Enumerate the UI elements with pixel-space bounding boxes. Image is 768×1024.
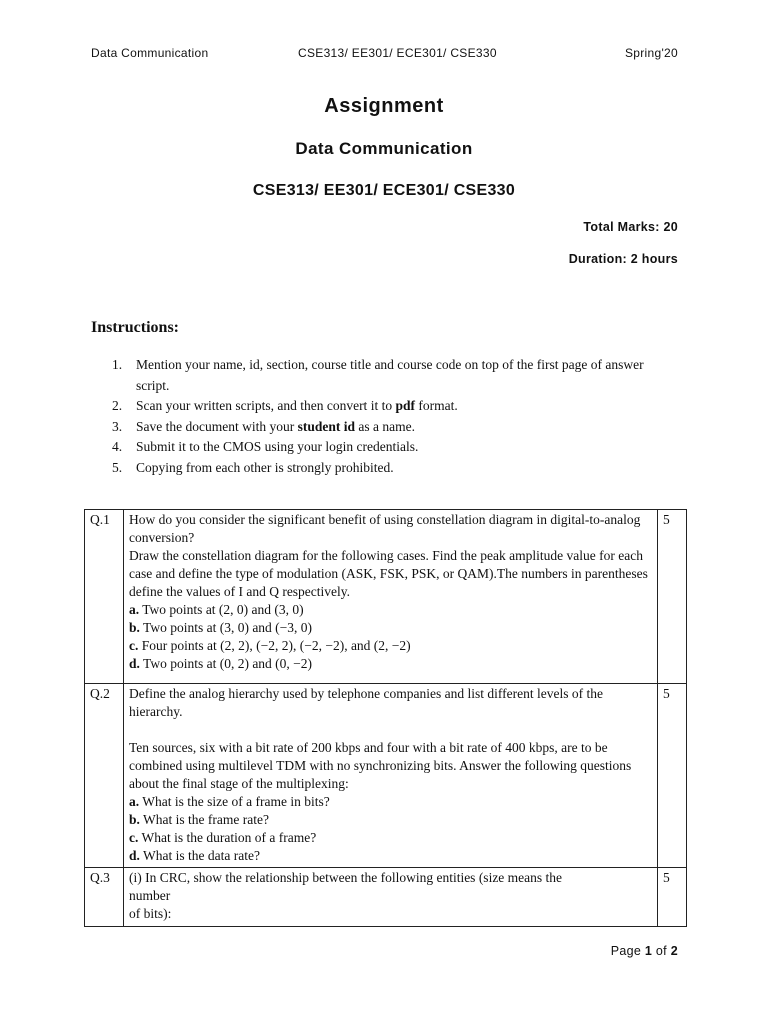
instruction-number: 1. — [112, 357, 123, 372]
question-text-line: number — [129, 888, 171, 903]
instruction-text: Submit it to the CMOS using your login credentials. — [136, 439, 419, 454]
question-text-line: of bits): — [129, 906, 172, 921]
instruction-number: 5. — [112, 459, 123, 475]
instruction-item — [112, 417, 672, 438]
instruction-text: Mention your name, id, section, course title and course code on top of the first page of answer script. — [136, 357, 644, 393]
question-text: Ten sources, six with a bit rate of 200 kbps and four with a bit rate of 400 kbps, are to be combined using multilevel TDM with no synchronizing bits. Answer the following questions about the final stage of the multiplexing: — [129, 740, 632, 791]
document-title: Assignment — [324, 95, 444, 117]
question-body — [124, 868, 658, 927]
subitem-label: b. — [129, 812, 140, 827]
question-subitem — [129, 637, 652, 655]
header-semester: Spring'20 — [624, 46, 678, 60]
footer-middle: of — [652, 944, 671, 958]
course-codes: CSE313/ EE301/ ECE301/ CSE330 — [252, 182, 516, 199]
question-number: Q.2 — [85, 684, 124, 868]
subitem-text: Two points at (2, 0) and (3, 0) — [139, 602, 304, 617]
current-page-number: 1 — [644, 944, 653, 958]
question-text-line: (i) In CRC, show the relationship between the following entities (size means the — [129, 870, 563, 885]
instruction-item — [112, 437, 672, 458]
header-course-codes: CSE313/ EE301/ ECE301/ CSE330 — [298, 46, 497, 60]
instruction-number: 3. — [112, 418, 123, 434]
instruction-emphasis: pdf — [395, 398, 415, 413]
instruction-number: 2. — [112, 398, 123, 413]
instruction-emphasis: student id — [297, 418, 355, 434]
question-subitem — [129, 829, 652, 847]
question-subitem — [129, 601, 652, 619]
subitem-text: What is the duration of a frame? — [138, 830, 317, 845]
instruction-item — [112, 355, 672, 396]
instruction-text: Save the document with your — [136, 418, 298, 434]
subitem-label: c. — [129, 638, 139, 653]
question-subitem — [129, 655, 652, 673]
paragraph-spacer — [129, 721, 652, 739]
question-row — [85, 510, 687, 684]
question-number: Q.3 — [85, 868, 124, 927]
question-subitem — [129, 811, 652, 829]
running-header — [91, 46, 678, 62]
subitem-text: Four points at (2, 2), (−2, 2), (−2, −2), and (2, −2) — [138, 638, 411, 653]
instruction-item — [112, 396, 672, 417]
questions-table — [84, 509, 687, 927]
subitem-label: c. — [129, 830, 139, 845]
question-marks: 5 — [658, 684, 687, 868]
question-number: Q.1 — [85, 510, 124, 684]
question-text: Draw the constellation diagram for the following cases. Find the peak amplitude value for each case and define the type of modulation (ASK, FSK, PSK, or QAM).The numbers in parentheses define the values of I and Q respectively. — [129, 548, 648, 599]
instruction-text: format. — [414, 398, 458, 413]
instructions-heading: Instructions: — [91, 319, 180, 336]
subitem-text: What is the data rate? — [139, 848, 260, 863]
subitem-label: d. — [129, 656, 140, 671]
question-body — [124, 510, 658, 684]
subitem-label: a. — [129, 794, 140, 809]
instruction-text: Scan your written scripts, and then convert it to — [136, 398, 396, 413]
question-subitem — [129, 793, 652, 811]
question-row — [85, 868, 687, 927]
subitem-text: What is the size of a frame in bits? — [139, 794, 330, 809]
total-marks: Total Marks: 20 — [583, 220, 678, 234]
footer-prefix: Page — [610, 944, 645, 958]
instructions-list — [112, 355, 672, 478]
subitem-text: What is the frame rate? — [139, 812, 269, 827]
subitem-text: Two points at (3, 0) and (−3, 0) — [139, 620, 313, 635]
question-subitem — [129, 619, 652, 637]
question-intro: How do you consider the significant benefit of using constellation diagram in digital-to-analog conversion? — [129, 512, 641, 545]
subitem-label: b. — [129, 620, 140, 635]
question-intro: Define the analog hierarchy used by telephone companies and list different levels of the hierarchy. — [129, 686, 603, 719]
question-marks: 5 — [658, 510, 687, 684]
instruction-number: 4. — [112, 439, 123, 454]
document-subtitle: Data Communication — [295, 139, 473, 158]
instruction-text: Copying from each other is strongly prohibited. — [136, 459, 394, 475]
question-subitem — [129, 847, 652, 865]
header-course-name: Data Communication — [91, 46, 209, 60]
question-row — [85, 684, 687, 868]
total-page-count: 2 — [670, 944, 678, 958]
question-marks: 5 — [658, 868, 687, 927]
subitem-text: Two points at (0, 2) and (0, −2) — [139, 656, 313, 671]
question-body — [124, 684, 658, 868]
subitem-label: d. — [129, 848, 140, 863]
instruction-text: as a name. — [355, 418, 415, 434]
page-footer — [611, 944, 678, 958]
instruction-item — [112, 458, 672, 479]
subitem-label: a. — [129, 602, 140, 617]
duration: Duration: 2 hours — [568, 252, 678, 266]
